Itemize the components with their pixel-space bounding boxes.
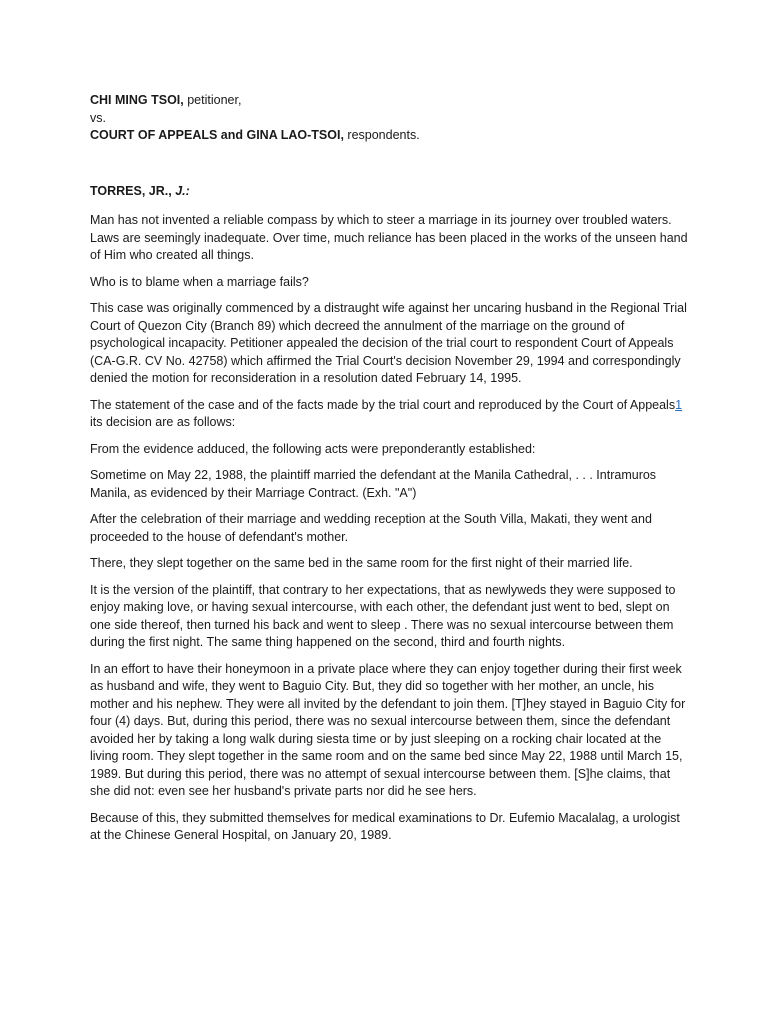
paragraph-6: Sometime on May 22, 1988, the plaintiff married the defendant at the Manila Cathedral, . . . Intramuros Manila, as evidenced by their Marriage Contract. (Exh. "A") [90,468,657,500]
paragraph-2: Who is to blame when a marriage fails? [90,274,309,289]
respondents-role: respondents. [343,128,420,142]
paragraph-7: After the celebration of their marriage and wedding reception at the South Villa, Makati, they went and proceeded to the house of defendant's mother. [90,512,652,544]
ponente-name: TORRES, JR., [90,183,176,198]
caption-versus: vs. [90,110,106,125]
footnote-link-1[interactable]: 1 [675,397,683,412]
caption-respondents [90,127,690,145]
caption-petitioner [90,92,690,110]
paragraph-4-text-a: The statement of the case and of the facts made by the trial court and reproduced by the Court of Appeals [90,397,676,412]
paragraph-1: Man has not invented a reliable compass by which to steer a marriage in its journey over troubled waters. Laws are seemingly inadequate. Over time, much reliance has been placed in the works of the unseen hand of Him who created all things. [90,213,688,262]
paragraph-3: This case was originally commenced by a distraught wife against her uncaring husband in the Regional Trial Court of Quezon City (Branch 89) which decreed the annulment of the marriage on the ground of psychological incapacity. Petitioner appealed the decision of the trial court to respondent Court of Appeals (CA-G.R. CV No. 42758) which affirmed the Trial Court's decision November 29, 1994 and correspondingly denied the motion for reconsideration in a resolution dated February 14, 1995. [90,301,687,385]
paragraph-10: In an effort to have their honeymoon in a private place where they can enjoy together during their first week as husband and wife, they went to Baguio City. But, they did so together with her mother, an uncle, his mother and his nephew. They were all invited by the defendant to join them. [T]hey stayed in Baguio City for four (4) days. But, during this period, there was no sexual intercourse between them, since the defendant avoided her by taking a long walk during siesta time or by just sleeping on a rocking chair located at the living room. They slept together in the same room and on the same bed since May 22, 1988 until March 15, 1989. But during this period, there was no attempt of sexual intercourse between them. [S]he claims, that she did not: even see her husband's private parts nor did he see hers. [90,661,686,798]
paragraph-4 [90,397,690,432]
petitioner-name: CHI MING TSOI, [90,93,184,107]
document-body [90,92,690,854]
paragraph-4-text-b: its decision are as follows: [90,415,236,429]
ponente-title: J.: [175,183,190,198]
paragraph-11: Because of this, they submitted themselves for medical examinations to Dr. Eufemio Macalalag, a urologist at the Chinese General Hospital, on January 20, 1989. [90,810,680,842]
paragraph-5: From the evidence adduced, the following acts were preponderantly established: [90,441,536,456]
respondents-names: COURT OF APPEALS and GINA LAO-TSOI, [90,128,344,142]
paragraph-8: There, they slept together on the same bed in the same room for the first night of their married life. [90,556,633,570]
paragraph-9: It is the version of the plaintiff, that contrary to her expectations, that as newlyweds they were supposed to enjoy making love, or having sexual intercourse, with each other, the defendant just went to bed, slept on one side thereof, then turned his back and went to sleep . There was no sexual intercourse between them during the first night. The same thing happened on the second, third and fourth nights. [90,582,676,649]
ponente-line [90,183,690,201]
petitioner-role: petitioner, [183,93,242,107]
